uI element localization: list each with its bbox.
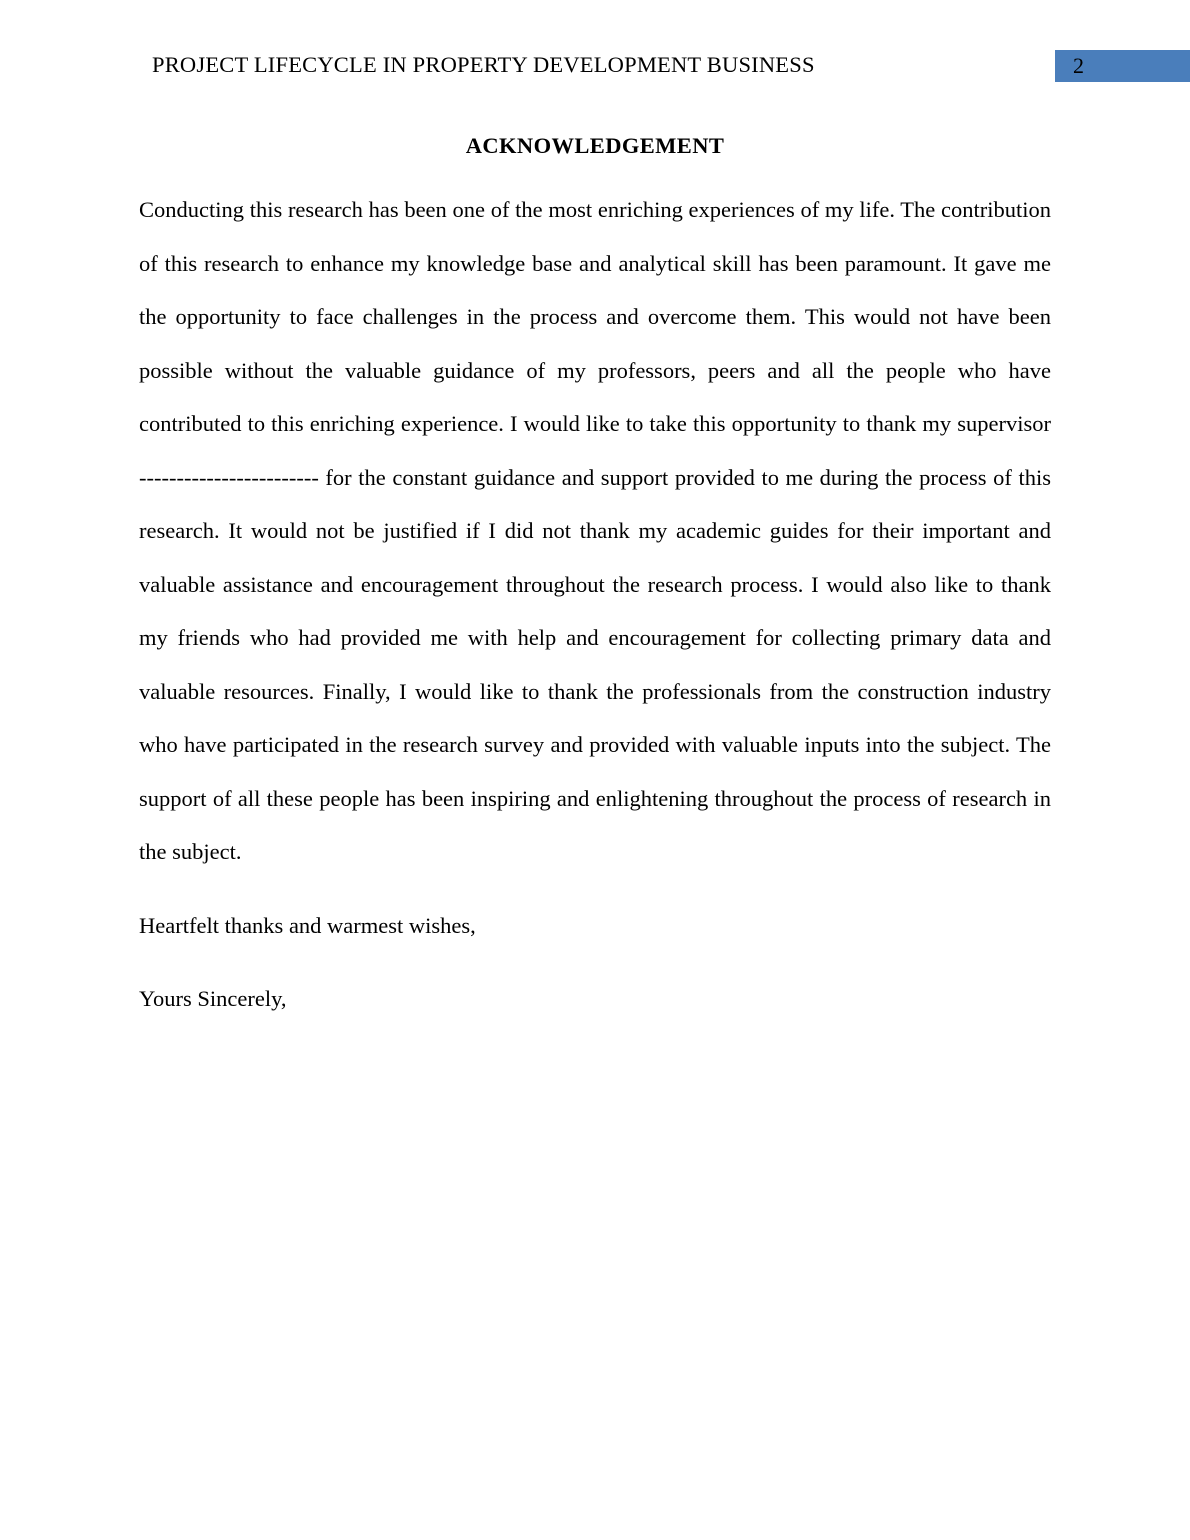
section-heading-acknowledgement: ACKNOWLEDGEMENT bbox=[465, 133, 725, 158]
running-header-title: PROJECT LIFECYCLE IN PROPERTY DEVELOPMENT BUSINESS bbox=[152, 52, 815, 77]
acknowledgement-paragraph: Conducting this research has been one of the most enriching experiences of my life. The contribution of this research to enhance my knowledge base and analytical skill has been paramount. It gave me the opportunity to face challenges in the process and overcome them. This would not have been possible without the valuable guidance of my professors, peers and all the people who have contributed to this enriching experience. I would like to take this opportunity to thank my supervisor ------------------------ for the constant guidance and support provided to me during the process of this research. It would not be justified if I did not thank my academic guides for their important and valuable assistance and encouragement throughout the research process. I would also like to thank my friends who had provided me with help and encouragement for collecting primary data and valuable resources. Finally, I would like to thank the professionals from the construction industry who have participated in the research survey and provided with valuable inputs into the subject. The support of all these people has been inspiring and enlightening throughout the process of research in the subject. bbox=[139, 197, 1051, 864]
document-body bbox=[139, 131, 1051, 1046]
closing-thanks-line: Heartfelt thanks and warmest wishes, bbox=[139, 912, 476, 938]
page-header bbox=[0, 50, 1190, 86]
closing-signoff-line: Yours Sincerely, bbox=[139, 986, 287, 1011]
page-number-highlight bbox=[1055, 50, 1190, 82]
page-number: 2 bbox=[1073, 53, 1084, 78]
